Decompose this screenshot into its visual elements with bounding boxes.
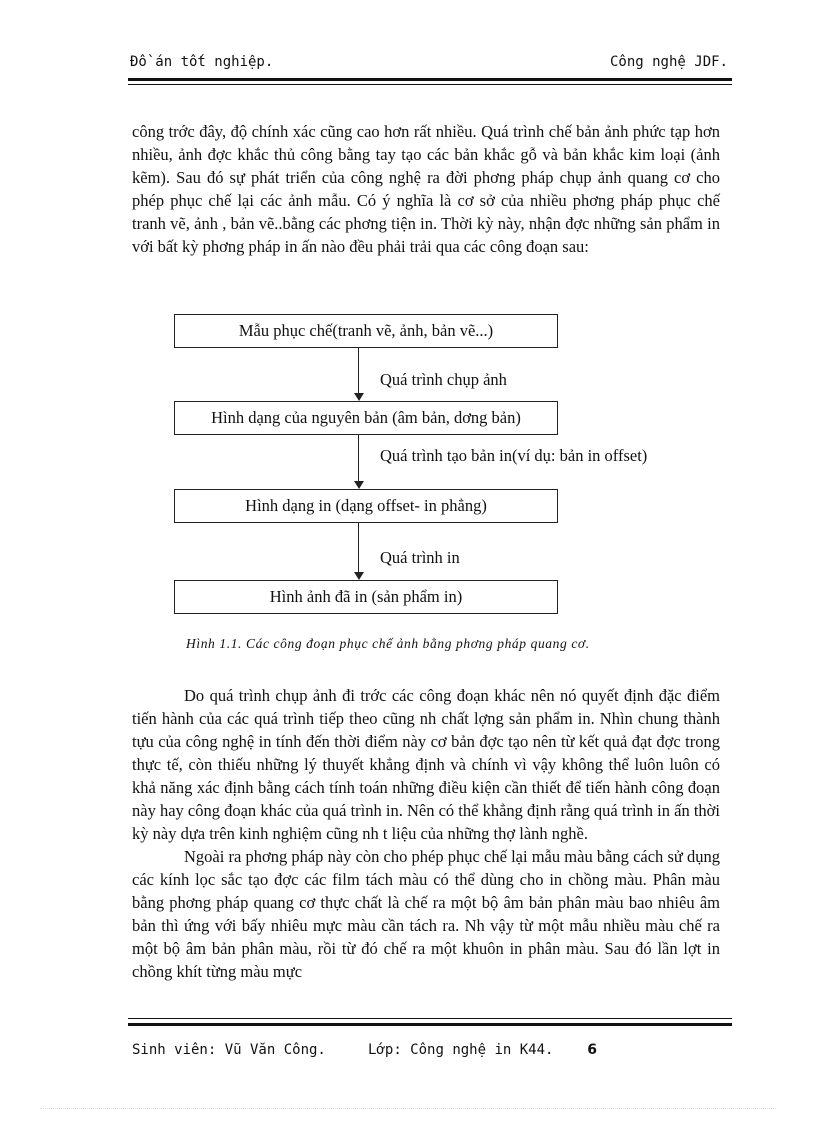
header-right-title: Công nghệ JDF. — [609, 54, 728, 70]
flow-step-printing: Quá trình in — [380, 548, 460, 567]
flow-box-original: Mẫu phục chế(tranh vẽ, ảnh, bản vẽ...) — [174, 314, 558, 348]
footer-rule-thick — [128, 1023, 732, 1026]
paragraph-2: Do quá trình chụp ảnh đi trớc các công đoạn khác nên nó quyết định đặc điểm tiến hành của các quá trình tiếp theo cũng nh chất lợng sản phẩm in. Nhìn chung thành tựu của công nghệ in tính đến thời điểm này cơ bản đợc tạo nên từ kết quả đạt đợc trong thực tế, còn thiếu những lý thuyết khẳng định và chính vì vậy không thể luôn luôn có khả năng xác định bằng cách tính toán những điều kiện cần thiết để tiến hành công đoạn này hay công đoạn khác của quá trình in. Nên có thể khẳng định rằng quá trình in ấn thời kỳ này dựa trên kinh nghiệm cũng nh t liệu của những thợ lành nghề. — [132, 686, 720, 843]
flow-arrow-3-line — [358, 523, 359, 573]
footer — [132, 1042, 597, 1058]
intro-paragraph-text: công trớc đây, độ chính xác cũng cao hơn rất nhiều. Quá trình chế bản ảnh phức tạp hơn nhiều, ảnh đợc khắc thủ công bằng tay tạo các bản khắc gỗ và bản khắc kim loại (ảnh kẽm). Sau đó sự phát triển của công nghệ ra đời phơng pháp chụp ảnh quang cơ cho phép phục chế lại các ảnh mẫu. Có ý nghĩa là cơ sở của nhiều phơng pháp phục chế tranh vẽ, ảnh , bản vẽ..bằng các phơng tiện in. Thời kỳ này, nhận đợc những sản phẩm in với bất kỳ phơng pháp in ấn nào đều phải trải qua các công đoạn sau: — [132, 122, 720, 256]
header-rule-thick — [128, 78, 732, 81]
footer-class: Lớp: Công nghệ in K44. — [368, 1042, 554, 1058]
paragraph-3: Ngoài ra phơng pháp này còn cho phép phục chế lại mẫu màu bằng cách sử dụng các kính lọc sắc tạo đợc các film tách màu có thể dùng cho in chồng màu. Phân màu bằng phơng pháp quang cơ thực chất là chế ra một bộ âm bản phân màu bao nhiêu âm bản thì ứng với bấy nhiêu mực màu cần tách ra. Nh vậy từ một mẫu nhiều màu chế ra một bộ âm bản phân màu, rồi từ đó chế ra một khuôn in phân màu. Sau đó lần lợt in chồng khít từng màu mực — [132, 847, 720, 981]
flow-arrow-3-head — [354, 572, 364, 580]
footer-page-number: 6 — [587, 1042, 597, 1058]
header-rule-thin — [128, 84, 732, 85]
flow-arrow-1-head — [354, 393, 364, 401]
footer-rule-thin — [128, 1018, 732, 1019]
flow-arrow-2-head — [354, 481, 364, 489]
page-bottom-dotline — [40, 1108, 776, 1109]
flow-box-printed-image: Hình ảnh đã in (sản phẩm in) — [174, 580, 558, 614]
body-paragraphs — [132, 684, 720, 983]
flow-arrow-1-line — [358, 348, 359, 394]
header-left-title: Đồ án tốt nghiệp. — [130, 54, 274, 70]
footer-student: Sinh viên: Vũ Văn Công. — [132, 1042, 326, 1058]
figure-caption: Hình 1.1. Các công đoạn phục chế ảnh bằng phơng pháp quang cơ. — [186, 636, 590, 651]
flow-arrow-2-line — [358, 435, 359, 482]
flow-box-negative: Hình dạng của nguyên bản (âm bản, dơng bản) — [174, 401, 558, 435]
flow-step-photography: Quá trình chụp ảnh — [380, 370, 507, 389]
intro-paragraph — [132, 120, 720, 258]
flow-step-platemaking: Quá trình tạo bản in(ví dụ: bản in offset) — [380, 446, 648, 465]
flow-box-printing-form: Hình dạng in (dạng offset- in phẳng) — [174, 489, 558, 523]
